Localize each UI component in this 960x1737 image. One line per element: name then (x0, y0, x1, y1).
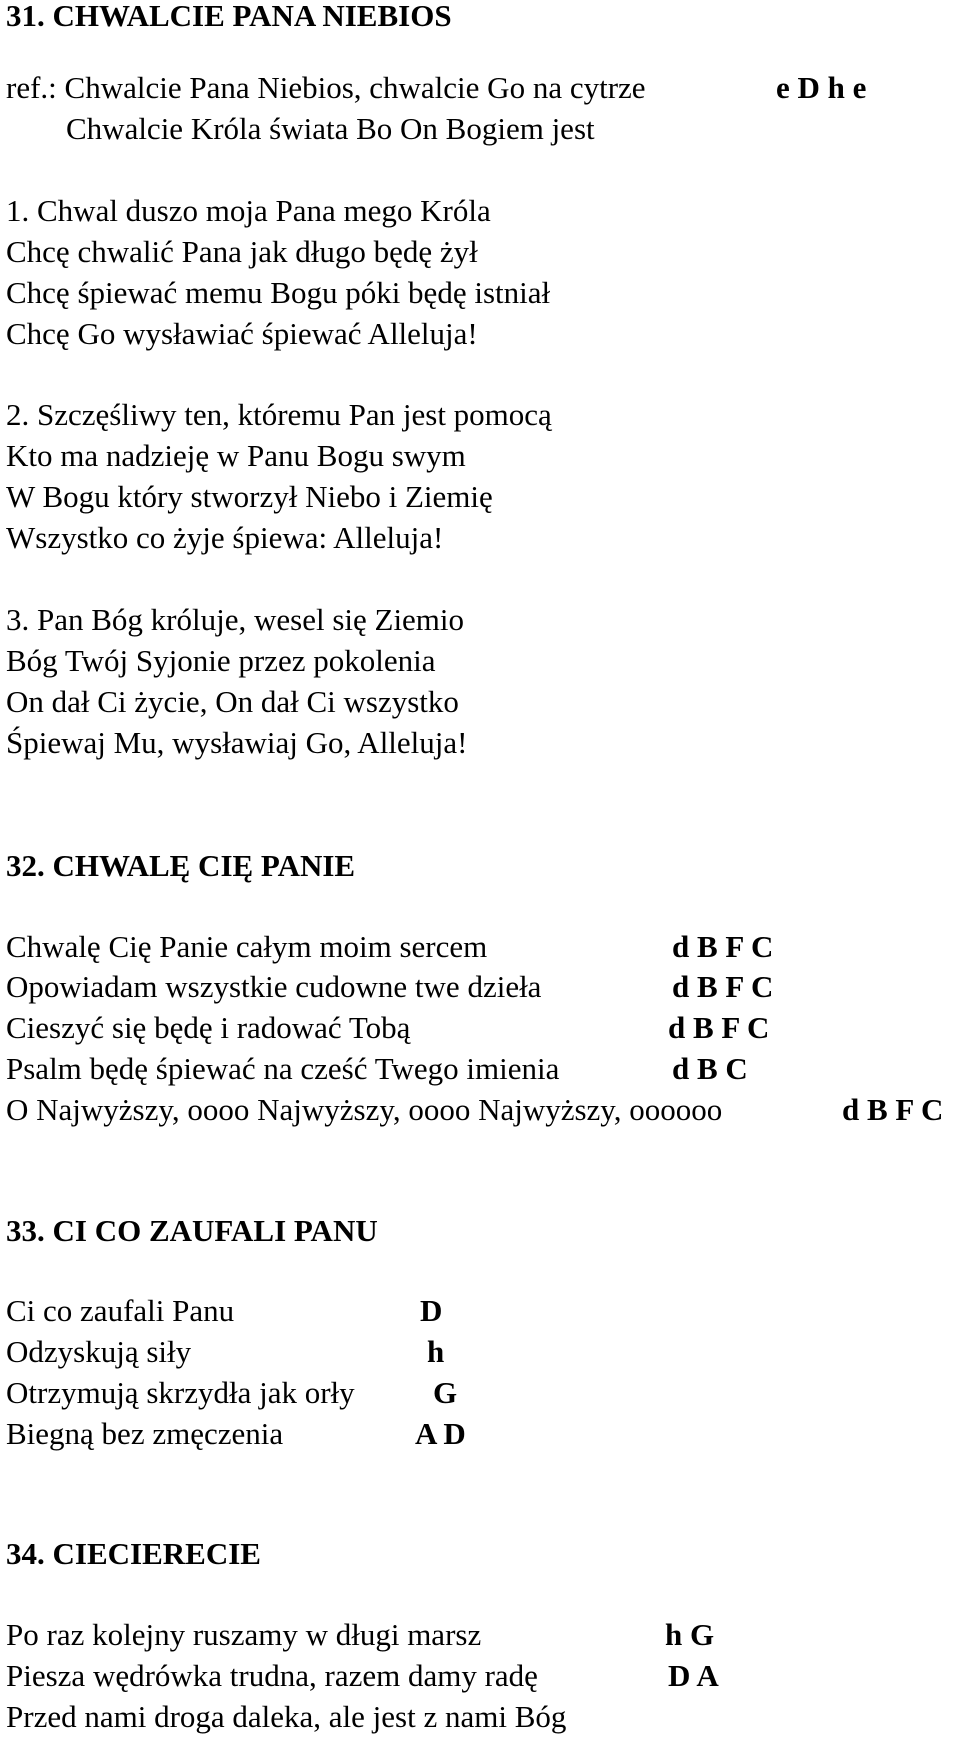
lyric-line: Odzyskują siły (6, 1334, 192, 1369)
verse-line: On dał Ci życie, On dał Ci wszystko (6, 684, 459, 719)
lyric-line: Przed nami droga daleka, ale jest z nami Bóg (6, 1699, 567, 1734)
lyric-line: Cieszyć się będę i radować Tobą (6, 1010, 411, 1045)
verse-line: Chcę chwalić Pana jak długo będę żył (6, 234, 478, 269)
chord-label: D (420, 1293, 443, 1328)
lyric-line: Biegną bez zmęczenia (6, 1416, 284, 1451)
chord-label: D A (668, 1658, 719, 1693)
lyric-line: Opowiadam wszystkie cudowne twe dzieła (6, 969, 542, 1004)
song-title: 34. CIECIERECIE (6, 1536, 261, 1571)
verse-line: Chcę Go wysławiać śpiewać Alleluja! (6, 316, 478, 351)
lyric-line: Chwalę Cię Panie całym moim sercem (6, 929, 488, 964)
chord-label: d B C (672, 1051, 748, 1086)
chord-label: h G (665, 1617, 715, 1652)
chord-label: d B F C (668, 1010, 770, 1045)
lyric-line: Otrzymują skrzydła jak orły (6, 1375, 355, 1410)
refrain-line: Chwalcie Króla świata Bo On Bogiem jest (66, 111, 595, 146)
lyric-line: Ci co zaufali Panu (6, 1293, 235, 1328)
verse-line: 3. Pan Bóg króluje, wesel się Ziemio (6, 602, 465, 637)
verse-line: Chcę śpiewać memu Bogu póki będę istniał (6, 275, 551, 310)
verse-line: Bóg Twój Syjonie przez pokolenia (6, 643, 436, 678)
chord-label: d B F C (842, 1092, 944, 1127)
verse-line: W Bogu który stworzył Niebo i Ziemię (6, 479, 493, 514)
lyric-line: O Najwyższy, oooo Najwyższy, oooo Najwyższy, oooooo (6, 1092, 723, 1127)
chord-label: A D (415, 1416, 466, 1451)
chord-label: G (433, 1375, 458, 1410)
chord-label: h (427, 1334, 445, 1369)
song-title: 32. CHWALĘ CIĘ PANIE (6, 848, 356, 883)
verse-line: 1. Chwal duszo moja Pana mego Króla (6, 193, 491, 228)
chord-label: d B F C (672, 929, 774, 964)
chord-label: d B F C (672, 969, 774, 1004)
song-title: 33. CI CO ZAUFALI PANU (6, 1213, 378, 1248)
verse-line: Śpiewaj Mu, wysławiaj Go, Alleluja! (6, 725, 468, 760)
refrain-line: ref.: Chwalcie Pana Niebios, chwalcie Go na cytrze (6, 70, 646, 105)
song-title: 31. CHWALCIE PANA NIEBIOS (6, 0, 452, 33)
lyric-line: Piesza wędrówka trudna, razem damy radę (6, 1658, 538, 1693)
verse-line: 2. Szczęśliwy ten, któremu Pan jest pomocą (6, 397, 552, 432)
verse-line: Wszystko co żyje śpiewa: Alleluja! (6, 520, 444, 555)
lyric-line: Psalm będę śpiewać na cześć Twego imienia (6, 1051, 560, 1086)
refrain-chords: e D h e (776, 70, 867, 105)
lyric-line: Po raz kolejny ruszamy w długi marsz (6, 1617, 482, 1652)
verse-line: Kto ma nadzieję w Panu Bogu swym (6, 438, 466, 473)
